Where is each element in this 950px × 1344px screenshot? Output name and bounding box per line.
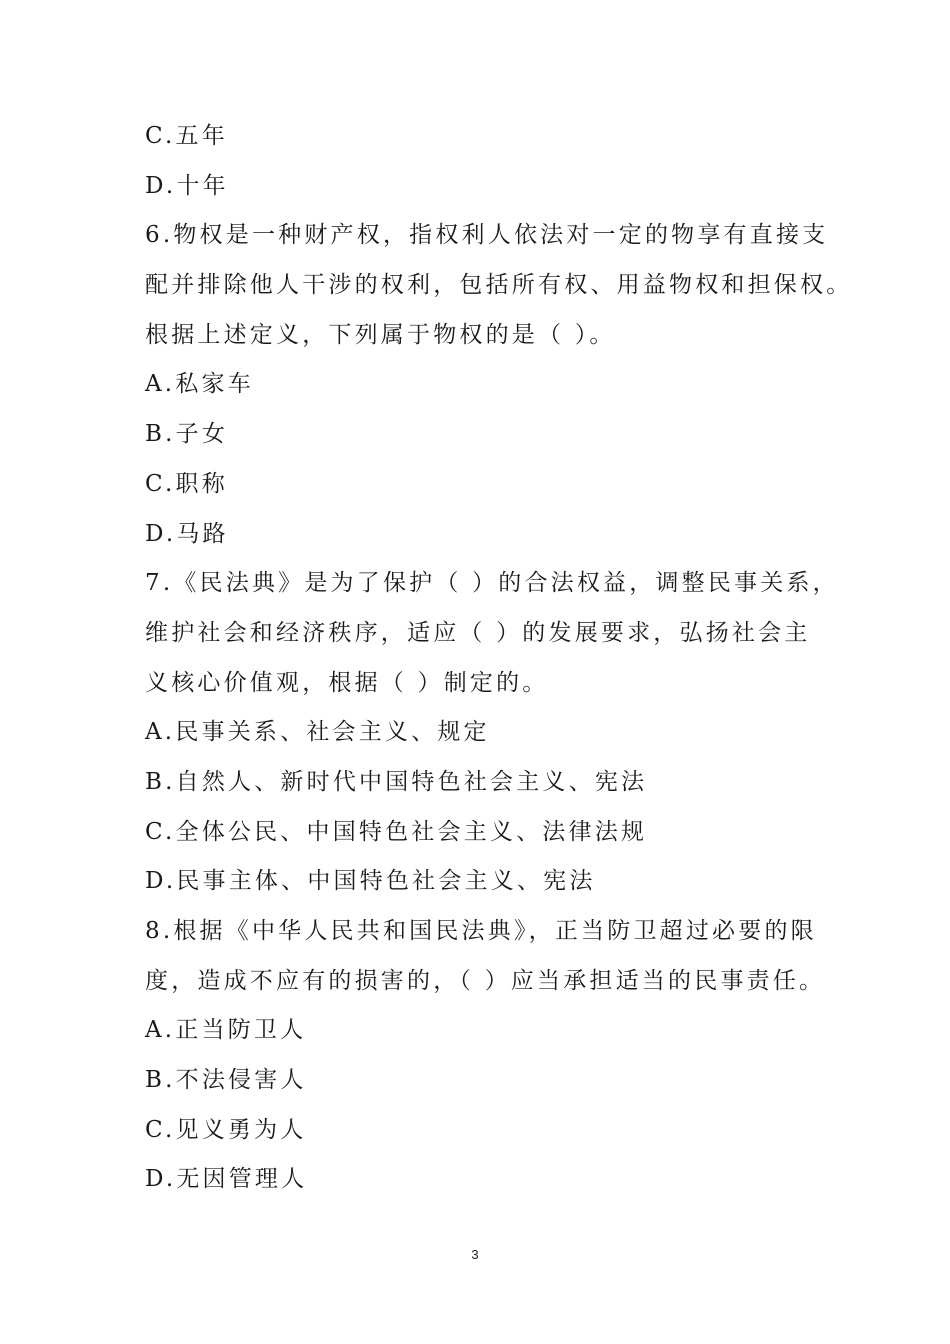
question-6-line-2: 配并排除他人干涉的权利，包括所有权、用益物权和担保权。 (145, 272, 853, 299)
option-7b: B.自然人、新时代中国特色社会主义、宪法 (145, 768, 648, 795)
question-7-line-2: 维护社会和经济秩序，适应（ ）的发展要求，弘扬社会主 (145, 619, 811, 646)
option-6a: A.私家车 (145, 371, 254, 398)
document-body (145, 112, 853, 1205)
question-6-line-1: 6.物权是一种财产权，指权利人依法对一定的物享有直接支 (145, 222, 829, 249)
page-number: 3 (471, 1247, 479, 1262)
question-7-line-1: 7.《民法典》是为了保护（ ）的合法权益，调整民事关系， (145, 570, 839, 597)
option-8c: C.见义勇为人 (145, 1116, 307, 1143)
option-8b: B.不法侵害人 (145, 1067, 307, 1094)
question-8-line-1: 8.根据《中华人民共和国民法典》，正当防卫超过必要的限 (145, 918, 817, 944)
option-5d: D.十年 (145, 172, 229, 199)
option-8a: A.正当防卫人 (145, 1017, 307, 1044)
option-7c: C.全体公民、中国特色社会主义、法律法规 (145, 818, 648, 845)
question-6-line-3: 根据上述定义，下列属于物权的是（ ）。 (145, 321, 616, 348)
option-6d: D.马路 (145, 520, 229, 547)
question-8-line-2: 度，造成不应有的损害的，（ ）应当承担适当的民事责任。 (145, 967, 826, 994)
option-5c: C.五年 (145, 123, 228, 149)
option-7a: A.民事关系、社会主义、规定 (145, 719, 490, 746)
option-6c: C.职称 (145, 470, 228, 497)
question-7-line-3: 义核心价值观，根据（ ）制定的。 (145, 669, 549, 696)
option-8d: D.无因管理人 (145, 1166, 308, 1193)
option-7d: D.民事主体、中国特色社会主义、宪法 (145, 868, 596, 895)
option-6b: B.子女 (145, 421, 229, 448)
